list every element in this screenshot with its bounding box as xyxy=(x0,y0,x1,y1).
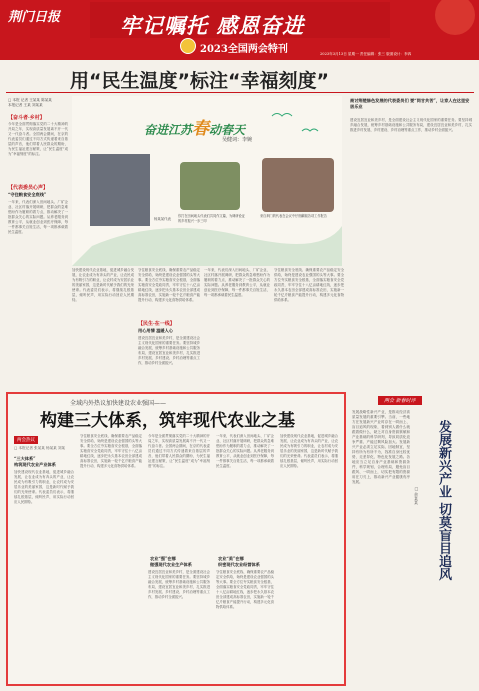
right-upper-column-text: 建设宜居宜业和美乡村，是全面建设社会主义现代化国家的重要任务。要坚持城乡融合发展，统筹乡村基础设施和公共服务布局，建设宜居宜业和美乡村，扎实推进乡村发展、乡村建设、乡村治理等重点工作，推动乡村全面振兴。 xyxy=(350,118,472,132)
bottom-tag: 两会热议 xyxy=(14,436,38,444)
left-column-text-2: 一年来，代表们深入田间地头、厂矿企业、社区村落开展调研，把群众的急难愁盼作为履职的着力点，推动解决了一批群众关心的实际问题。从养老服务到教育公平，从就业创业到医疗保障，每一件都事关百姓生活，每一项都承载着民生温度。 xyxy=(8,200,68,234)
bottom-column-text-4: 建设宜居宜业和美乡村，是全面建设社会主义现代化国家的重要任务。要坚持城乡融合发展，统筹乡村基础设施和公共服务布局，建设宜居宜业和美乡村，扎实推进乡村发展、乡村建设、乡村治理等重点工作，推动乡村全面振兴。 xyxy=(148,570,210,599)
middle-column-text-3: 建设宜居宜业和美乡村，是全面建设社会主义现代化国家的重要任务。要坚持城乡融合发展，统筹乡村基础设施和公共服务布局，建设宜居宜业和美乡村，扎实推进乡村发展、乡村建设、乡村治理等重点工作，推动乡村全面振兴。 xyxy=(138,336,200,365)
right-intro-heading: 商讨荆楚绿色发展的代表委员们 要“同甘共苦”，让家人在这里安居乐业 xyxy=(350,98,470,109)
section-label-2: 【代表委员心声】 xyxy=(8,185,49,191)
bottom-subhead-2b: 做强现代农业生产体系 xyxy=(150,562,192,567)
publication-info: 2023年3月13日 星期一 责任编辑：张三 版面设计：李四 xyxy=(320,52,412,56)
bottom-column-text-7: 加快建设现代农业基地，促进城乡融合发展，让农业成为有奔头的产业，让农民成为有吸引力的职业，让农村成为安居乐业的美丽家园，这是新时代赋予我们的光荣使命。代表委员们表示，将继续扎根基层，倾听民声，用实际行动回应人民期待。 xyxy=(280,434,338,468)
masthead-banner xyxy=(0,0,479,60)
portrait-caption: 杨某某代表 xyxy=(154,217,171,221)
field-photo xyxy=(180,162,240,210)
bottom-column-text-6: 守住粮食安全底线、确保重要农产品稳定安全供给，始终是建设农业强国的头等大事。要全方位夯实粮食安全根基，全面落实粮食安全党政同责，牢牢守住十八亿亩耕地红线，逐步把永久基本农田全部建成高标准农田，实施新一轮千亿斤粮食产能提升行动，构建多元化食物供给体系。 xyxy=(216,570,274,609)
feature-title-main: 奋进江苏 xyxy=(144,123,193,137)
feature-author: 吴健词：李婉 xyxy=(222,137,253,143)
left-column-text-1: 今年是全面贯彻落实党的二十大精神的开局之年，实现高质量发展离不开一代又一代奋斗者。全国两会期间，在京的代表委员们通过不同方式传递着来自基层的声音，他们带着人民群众的期盼，为民生福祉建言献策，让“民生温度”成为“幸福刻度”的标注。 xyxy=(8,122,68,156)
portrait-photo xyxy=(90,154,150,226)
bottom-subhead-1b: 构筑现代农业产业体系 xyxy=(14,462,56,467)
bottom-column-text-5: 一年来，代表们深入田间地头、厂矿企业、社区村落开展调研，把群众的急难愁盼作为履职的着力点，推动解决了一批群众关心的实际问题。从养老服务到教育公平，从就业创业到医疗保障，每一件都事关百姓生活，每一项都承载着民生温度。 xyxy=(216,434,274,468)
bottom-column-text-1: 加快建设现代农业基地，促进城乡融合发展，让农业成为有奔头的产业，让农民成为有吸引力的职业，让农村成为安居乐业的美丽家园，这是新时代赋予我们的光荣使命。代表委员们表示，将继续扎根基层，倾听民声，用实际行动回应人民期待。 xyxy=(14,470,74,504)
bottom-subhead-2 xyxy=(150,556,210,568)
newspaper-logo: 荆门日报 xyxy=(8,10,61,25)
middle-column-text-2: 守住粮食安全底线、确保重要农产品稳定安全供给，始终是建设农业强国的头等大事。要全方位夯实粮食安全根基，全面落实粮食安全党政同责，牢牢守住十八亿亩耕地红线，逐步把永久基本农田全部建成高标准农田，实施新一轮千亿斤粮食产能提升行动，构建多元化食物供给体系。 xyxy=(138,268,200,302)
feature-title-tail: 动春天 xyxy=(209,123,246,137)
field-photo-caption: 你打在田间地头代表们共同作文篇，为调研论证的乡村振兴一步三叩 xyxy=(178,214,245,223)
middle-column-text-1: 加快建设现代农业基地，促进城乡融合发展，让农业成为有奔头的产业，让农民成为有吸引力的职业，让农村成为安居乐业的美丽家园，这是新时代赋予我们的光荣使命。代表委员们表示，将继续扎根基层，倾听民声，用实际行动回应人民期待。 xyxy=(72,268,134,302)
bottom-subhead-1 xyxy=(14,456,74,468)
byline-primary: □ 本报 记者 王某某 陈某某 xyxy=(8,98,52,102)
bottom-subhead-3b: 织密现代农业经营体系 xyxy=(218,562,260,567)
banner-slogan: 牢记嘱托 感恩奋进 xyxy=(120,13,305,38)
byline-block xyxy=(8,98,68,108)
feature-title-char: 春 xyxy=(192,119,210,139)
headline-divider xyxy=(6,92,474,93)
commentary-headline: 发展新兴产业 切莫盲目追风 xyxy=(436,420,451,581)
bottom-kicker: 全域内外热议加快建设农业强国—— xyxy=(70,400,167,407)
bottom-column-text-3: 今年是全面贯彻落实党的二十大精神的开局之年，实现高质量发展离不开一代又一代奋斗者。全国两会期间，在京的代表委员们通过不同方式传递着来自基层的声音，他们带着人民群众的期盼，为民生福祉建言献策，让“民生温度”成为“幸福刻度”的标注。 xyxy=(148,434,210,468)
bottom-subhead-3 xyxy=(218,556,274,568)
byline-secondary: 本报记者 王某 刘某某 xyxy=(8,103,43,107)
bottom-subhead-3a: 农业“美”在哪 xyxy=(218,556,244,561)
left-quote-heading: “守住粮食安全底线” xyxy=(8,192,47,197)
meeting-photo xyxy=(262,158,334,212)
top-headline: 用“民生温度”标注“幸福刻度” xyxy=(70,70,329,92)
banner-subtitle: 2023全国两会特刊 xyxy=(200,44,288,55)
commentary-author: □ 余某某 xyxy=(414,486,419,505)
middle-column-text-4: 一年来，代表们深入田间地头、厂矿企业、社区村落开展调研，把群众的急难愁盼作为履职的着力点，推动解决了一批群众关心的实际问题。从养老服务到教育公平，从就业创业到医疗保障，每一件都事关百姓生活，每一项都承载着民生温度。 xyxy=(204,268,270,297)
middle-sub-heading: 用心用情 温暖人心 xyxy=(138,328,173,333)
commentary-label: 两会 新春时评 xyxy=(378,396,422,405)
bottom-column-text-2: 守住粮食安全底线、确保重要农产品稳定安全供给，始终是建设农业强国的头等大事。要全方位夯实粮食安全根基，全面落实粮食安全党政同责，牢牢守住十八亿亩耕地红线，逐步把永久基本农田全部建成高标准农田，实施新一轮千亿斤粮食产能提升行动，构建多元化食物供给体系。 xyxy=(80,434,142,468)
commentary-text: 发展战略性新兴产业，是推动经济高质量发展的重要引擎。当前，一些地方在发展新兴产业时存在一哄而上、盲目追风的现象，看到别人做什么就跟着做什么，缺乏对自身资源禀赋和产业基础的科学研判，导致同质化竞争严重、产能过剩风险加大。发展新兴产业必须立足实际、因地制宜，坚持有所为有所不为，找准自身比较优势，走差异化、特色化发展之路。各地应当立足自身产业基础和资源条件，科学规划，合理布局，避免盲目跟风、一哄而上，切实把有限的资源用在刀刃上，推动新兴产业健康有序发展。 xyxy=(352,410,410,484)
bottom-byline: □ 本报记者 张某某 杨某某 刘某 xyxy=(14,446,66,450)
section-label-1: 【奋斗者·乡村】 xyxy=(8,115,45,121)
feature-area xyxy=(72,96,342,266)
meeting-photo-caption: 来自荆门的代表在会议中仔细翻阅各项工作报告 xyxy=(260,214,327,218)
section-label-3: 【民生·在一线】 xyxy=(138,321,175,327)
bottom-subhead-2a: 农业“强”在哪 xyxy=(150,556,176,561)
bottom-headline: 构建三大体系，筑牢现代农业之基 xyxy=(40,411,295,431)
middle-column-text-5: 守住粮食安全底线、确保重要农产品稳定安全供给，始终是建设农业强国的头等大事。要全方位夯实粮食安全根基，全面落实粮食安全党政同责，牢牢守住十八亿亩耕地红线，逐步把永久基本农田全部建成高标准农田，实施新一轮千亿斤粮食产能提升行动，构建多元化食物供给体系。 xyxy=(274,268,344,302)
national-emblem-icon xyxy=(180,38,196,54)
bottom-subhead-1a: “三大体系” xyxy=(14,456,36,461)
